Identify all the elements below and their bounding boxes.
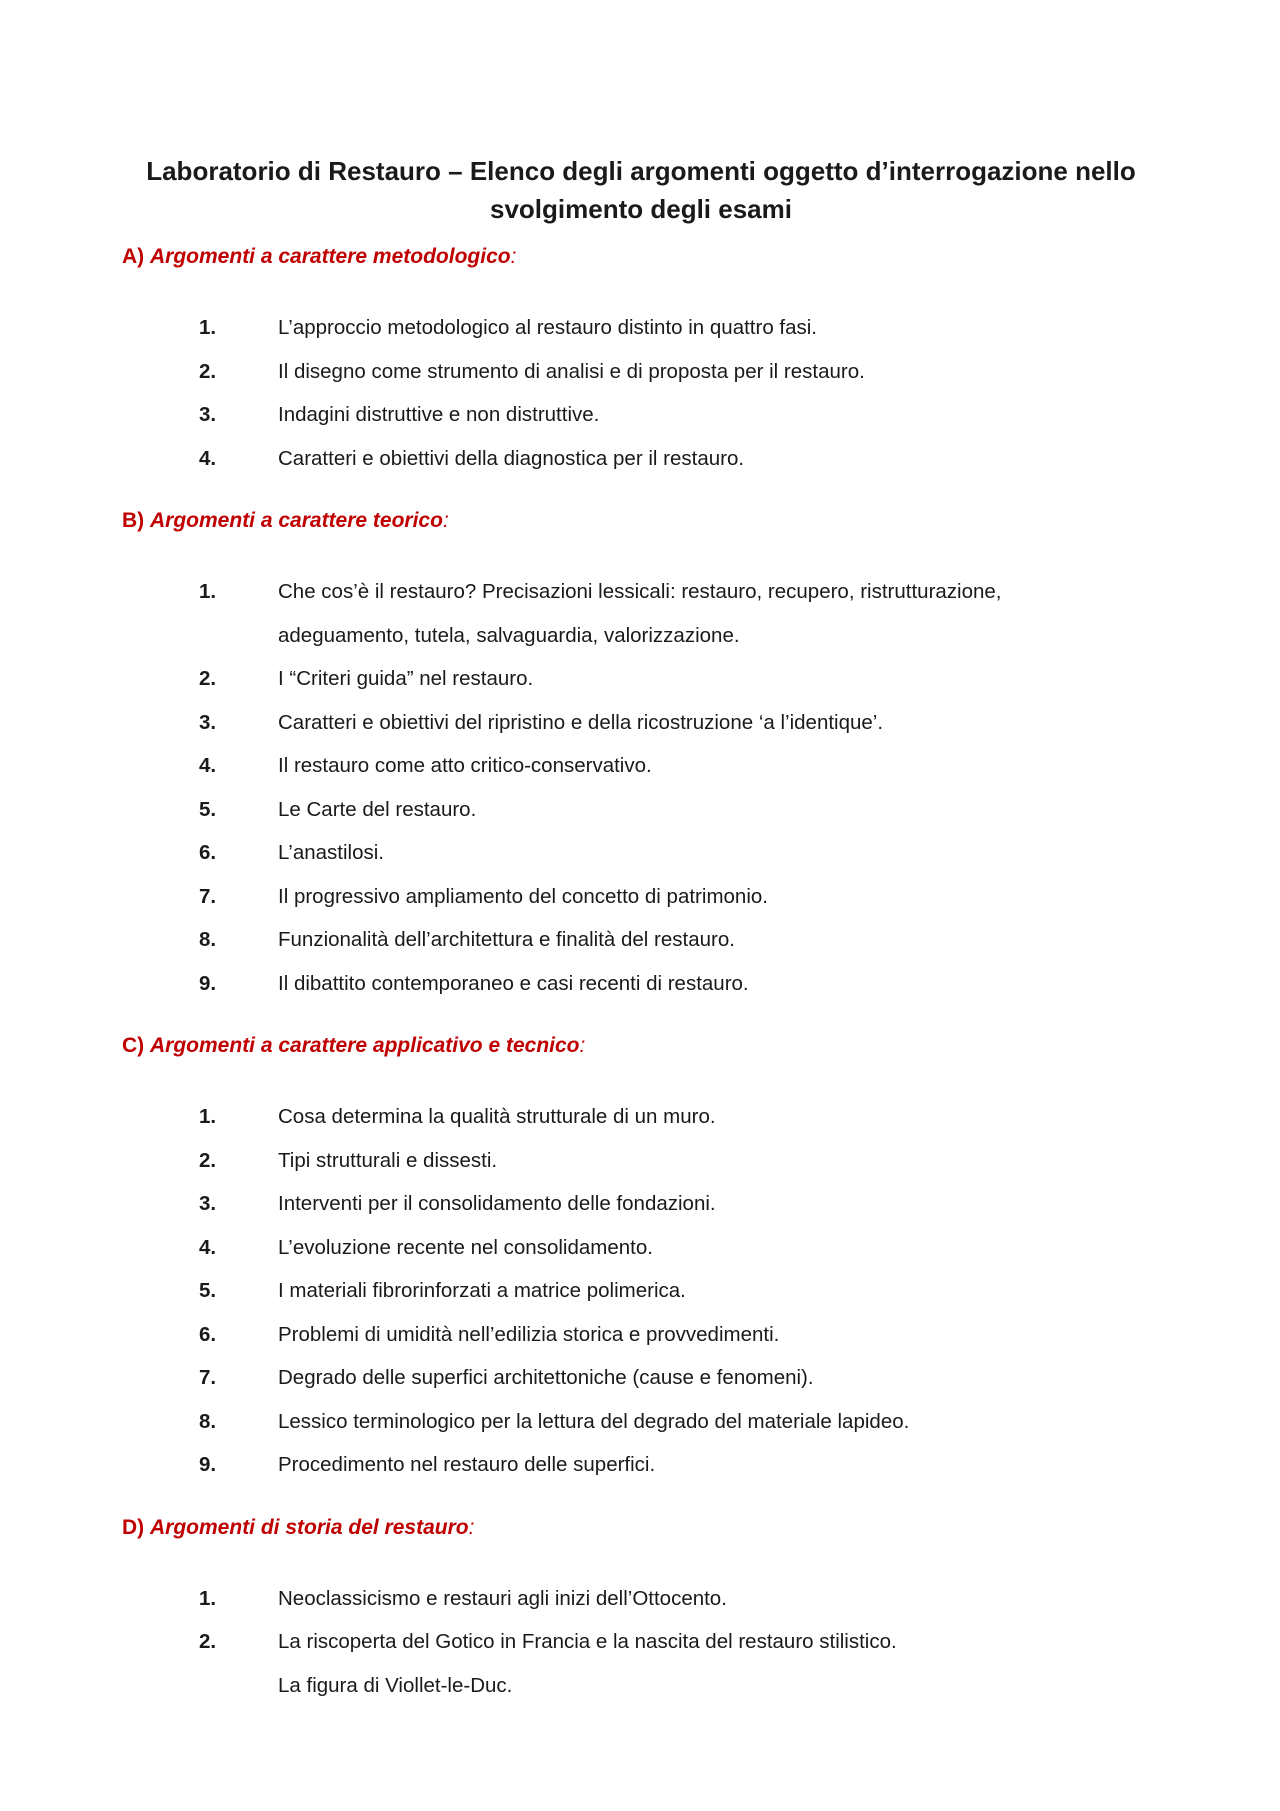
item-text: L’evoluzione recente nel consolidamento. (278, 1235, 653, 1259)
item-number: 4. (199, 1235, 217, 1259)
section-heading (122, 506, 1160, 536)
item-number: 2. (199, 1630, 217, 1653)
item-number: 6. (199, 841, 217, 864)
section-title: Argomenti a carattere applicativo e tecnico (150, 1034, 580, 1057)
list-item (122, 962, 1160, 1006)
item-number: 5. (199, 1279, 217, 1302)
item-number: 2. (199, 1148, 217, 1172)
item-text-line-1: La riscoperta del Gotico in Francia e la nascita del restauro stilistico. (278, 1630, 897, 1653)
item-number: 8. (199, 1409, 217, 1433)
section-title: Argomenti a carattere metodologico (150, 245, 511, 268)
section-heading (122, 1513, 1160, 1543)
list-item (122, 1269, 1160, 1313)
item-number: 7. (199, 884, 217, 908)
item-number: 1. (199, 1586, 217, 1610)
list-item (122, 788, 1160, 832)
list-item (122, 875, 1160, 919)
item-text: Neoclassicismo e restauri agli inizi dell’Ottocento. (278, 1586, 727, 1610)
item-text: Procedimento nel restauro delle superfici. (278, 1453, 656, 1476)
document-title (122, 152, 1160, 228)
item-number: 4. (199, 446, 217, 470)
section-b (122, 506, 1160, 1005)
section-title: Argomenti di storia del restauro (150, 1515, 469, 1539)
section-a (122, 242, 1160, 480)
list-item (122, 701, 1160, 745)
list-item (122, 657, 1160, 701)
list-item (122, 1620, 1160, 1707)
topic-list (122, 306, 1160, 480)
list-item (122, 1095, 1160, 1139)
item-text: Caratteri e obiettivi del ripristino e della ricostruzione ‘a l’identique’. (278, 710, 884, 734)
list-item (122, 1400, 1160, 1444)
list-item (122, 1313, 1160, 1357)
item-text: Il dibattito contemporaneo e casi recenti di restauro. (278, 971, 749, 995)
item-number: 2. (199, 667, 217, 690)
section-letter: D) (122, 1515, 145, 1539)
section-letter: A) (122, 245, 145, 268)
item-text: I materiali fibrorinforzati a matrice polimerica. (278, 1279, 686, 1302)
list-item (122, 1139, 1160, 1183)
list-item (122, 1182, 1160, 1226)
item-text-line-2: adeguamento, tutela, salvaguardia, valorizzazione. (278, 623, 740, 647)
item-number: 8. (199, 928, 217, 951)
item-number: 3. (199, 403, 217, 426)
item-number: 1. (199, 580, 217, 603)
item-text: Lessico terminologico per la lettura del degrado del materiale lapideo. (278, 1409, 910, 1433)
item-text (278, 570, 1160, 657)
list-item (122, 393, 1160, 437)
item-text: Il progressivo ampliamento del concetto di patrimonio. (278, 884, 768, 908)
list-item (122, 918, 1160, 962)
item-number: 1. (199, 1105, 217, 1128)
item-number: 5. (199, 797, 217, 821)
item-text: Il restauro come atto critico-conservativo. (278, 754, 652, 777)
list-item (122, 350, 1160, 394)
section-heading (122, 1031, 1160, 1061)
item-text: Indagini distruttive e non distruttive. (278, 403, 600, 426)
item-text: Il disegno come strumento di analisi e di proposta per il restauro. (278, 359, 865, 383)
topic-list (122, 1095, 1160, 1487)
item-text: Cosa determina la qualità strutturale di un muro. (278, 1105, 716, 1128)
section-letter: C) (122, 1034, 145, 1057)
item-number: 9. (199, 971, 217, 995)
section-colon: : (579, 1034, 586, 1057)
list-item (122, 437, 1160, 481)
title-line-1: Laboratorio di Restauro – Elenco degli argomenti oggetto d’interrogazione nello (146, 156, 1136, 186)
section-letter: B) (122, 509, 145, 532)
item-text: L’anastilosi. (278, 841, 384, 864)
section-c (122, 1031, 1160, 1487)
section-title: Argomenti a carattere teorico (150, 509, 443, 532)
item-text: Le Carte del restauro. (278, 797, 477, 821)
item-number: 3. (199, 1192, 217, 1215)
item-text: Problemi di umidità nell’edilizia storica e provvedimenti. (278, 1322, 780, 1346)
item-text: Interventi per il consolidamento delle fondazioni. (278, 1192, 716, 1215)
list-item (122, 744, 1160, 788)
item-number: 7. (199, 1366, 217, 1389)
list-item (122, 1577, 1160, 1621)
item-number: 4. (199, 754, 217, 777)
list-item (122, 1356, 1160, 1400)
section-colon: : (442, 509, 449, 532)
topic-list (122, 1577, 1160, 1708)
item-text: Funzionalità dell’architettura e finalità del restauro. (278, 928, 735, 951)
section-heading (122, 242, 1160, 272)
item-text (278, 1620, 1160, 1707)
item-text: Degrado delle superfici architettoniche (cause e fenomeni). (278, 1366, 814, 1389)
item-number: 9. (199, 1453, 217, 1476)
item-number: 1. (199, 316, 217, 339)
item-text: Tipi strutturali e dissesti. (278, 1148, 498, 1172)
list-item (122, 1443, 1160, 1487)
item-text: I “Criteri guida” nel restauro. (278, 667, 534, 690)
list-item (122, 306, 1160, 350)
section-colon: : (468, 1515, 475, 1539)
item-text-line-2: La figura di Viollet-le-Duc. (278, 1673, 513, 1697)
list-item (122, 831, 1160, 875)
title-line-2: svolgimento degli esami (490, 194, 792, 224)
list-item (122, 1226, 1160, 1270)
item-text: L’approccio metodologico al restauro distinto in quattro fasi. (278, 316, 818, 339)
section-d (122, 1513, 1160, 1708)
item-number: 6. (199, 1322, 217, 1346)
item-number: 2. (199, 359, 217, 383)
section-colon: : (510, 245, 517, 268)
list-item (122, 570, 1160, 657)
item-text: Caratteri e obiettivi della diagnostica per il restauro. (278, 446, 745, 470)
topic-list (122, 570, 1160, 1005)
item-number: 3. (199, 710, 217, 734)
item-text-line-1: Che cos’è il restauro? Precisazioni lessicali: restauro, recupero, ristrutturazione, (278, 580, 1002, 603)
